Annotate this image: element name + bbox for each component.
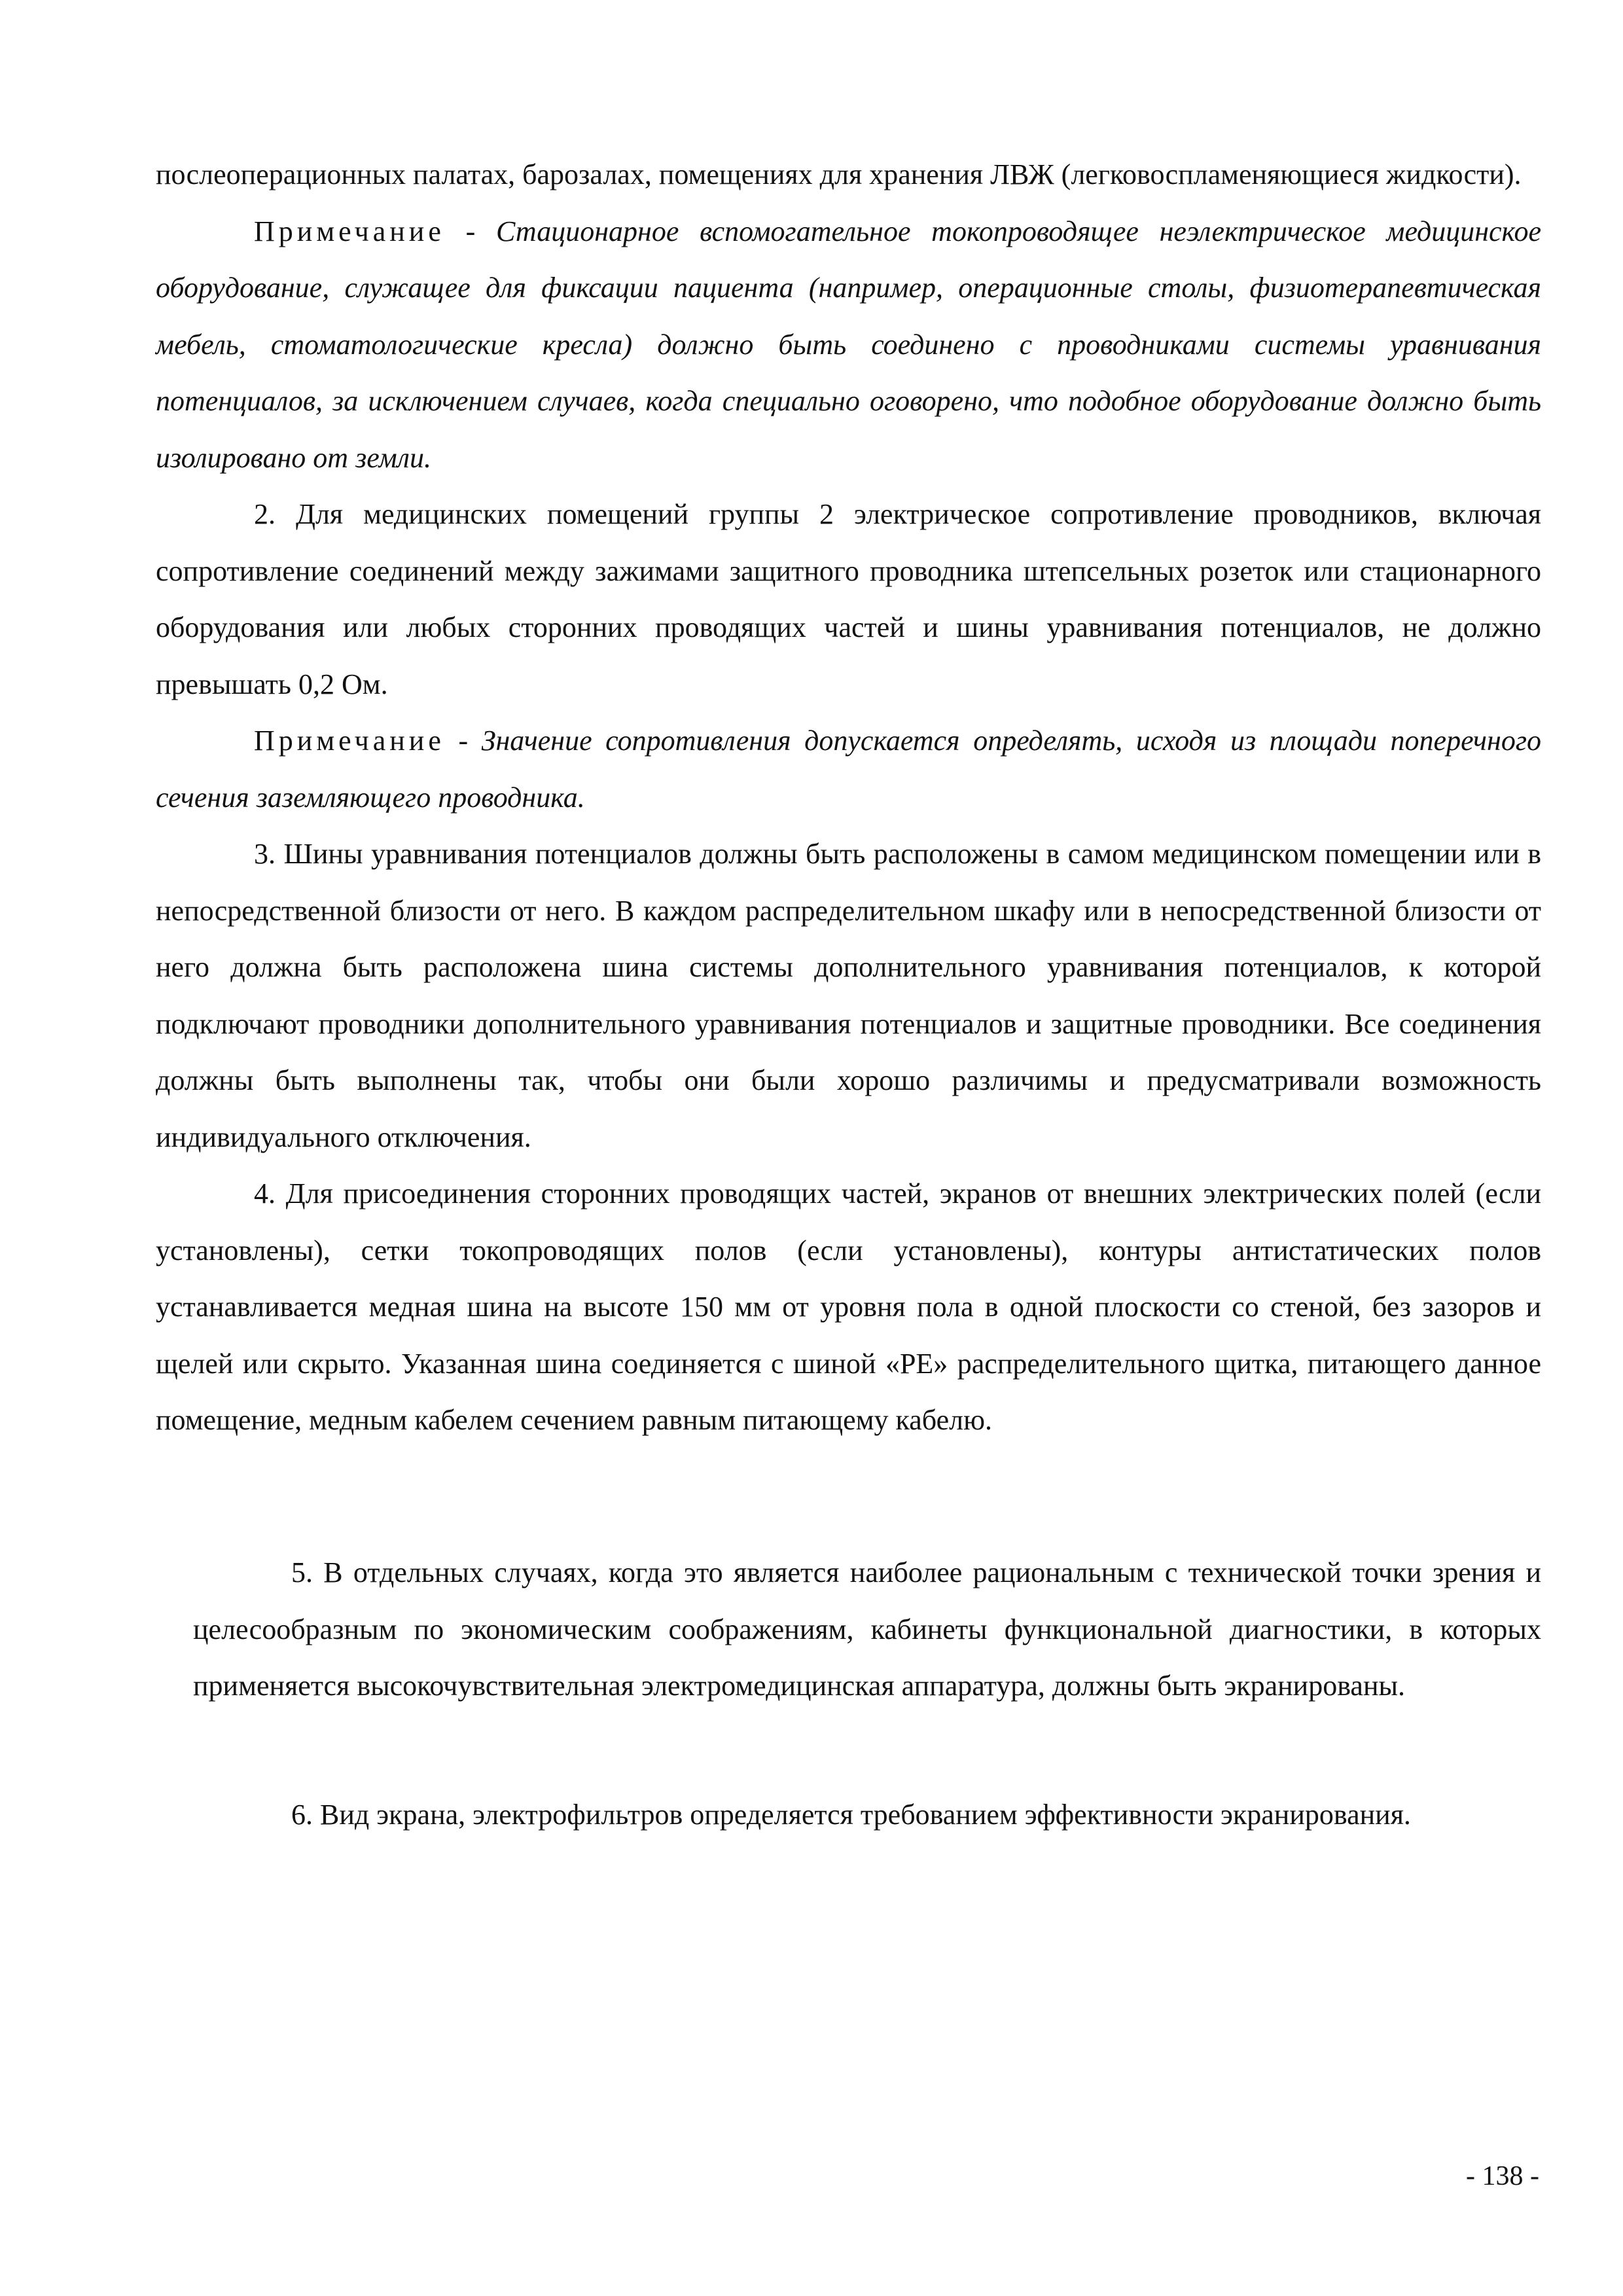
main-text-block [156, 147, 1541, 1449]
item-5-block [193, 1545, 1541, 1715]
note-dash: - [444, 725, 482, 757]
paragraph-item-3: 3. Шины уравнивания потенциалов должны быть расположены в самом медицинском помещении или в непосредственной близости от него. В каждом распределительном шкафу или в непосредственной близости от него должна быть расположена шина системы дополнительного уравнивания потенциалов, к которой подключают проводники дополнительного уравнивания потенциалов и защитные проводники. Все соединения должны быть выполнены так, чтобы они были хорошо различимы и предусматривали возможность индивидуального отключения. [156, 838, 1541, 1153]
paragraph-item-4: 4. Для присоединения сторонних проводящих частей, экранов от внешних электрических полей (если установлены), сетки токопроводящих полов (если установлены), контуры антистатических полов устанавливается медная шина на высоте 150 мм от уровня пола в одной плоскости со стеной, без зазоров и щелей или скрыто. Указанная шина соединяется с шиной «РЕ» распределительного щитка, питающего данное помещение, медным кабелем сечением равным питающему кабелю. [156, 1177, 1541, 1436]
paragraph-item-6: 6. Вид экрана, электрофильтров определяется требованием эффективности экранирования. [291, 1799, 1411, 1831]
page-number: - 138 - [1466, 2161, 1539, 2191]
note-paragraph-1 [156, 204, 1541, 487]
paragraph-item-5: 5. В отдельных случаях, когда это является наиболее рациональным с технической точки зрения и целесообразным по экономическим соображениям, кабинеты функциональной диагностики, в которых применяется высокочувствительная электромедицинская аппаратура, должны быть экранированы. [193, 1556, 1541, 1702]
note-dash: - [444, 215, 496, 247]
note-text: Значение сопротивления допускается определять, исходя из площади поперечного сечения заземляющего проводника. [156, 725, 1542, 814]
continuation-paragraph: послеоперационных палатах, барозалах, помещениях для хранения ЛВЖ (легковоспламеняющиеся жидкости). [156, 158, 1522, 190]
item-6-block [193, 1787, 1541, 1844]
note-paragraph-2 [156, 713, 1541, 826]
note-label: Примечание [254, 215, 445, 247]
paragraph-item-2: 2. Для медицинских помещений группы 2 электрическое сопротивление проводников, включая сопротивление соединений между зажимами защитного проводника штепсельных розеток или стационарного оборудования или любых сторонних проводящих частей и шины уравнивания потенциалов, не должно превышать 0,2 Ом. [156, 498, 1541, 700]
note-label: Примечание [254, 725, 445, 757]
note-text: Стационарное вспомогательное токопроводящее неэлектрическое медицинское оборудование, служащее для фиксации пациента (например, операционные столы, физиотерапевтическая мебель, стоматологические кресла) должно быть соединено с проводниками системы уравнивания потенциалов, за исключением случаев, когда специально оговорено, что подобное оборудование должно быть изолировано от земли. [156, 215, 1541, 474]
